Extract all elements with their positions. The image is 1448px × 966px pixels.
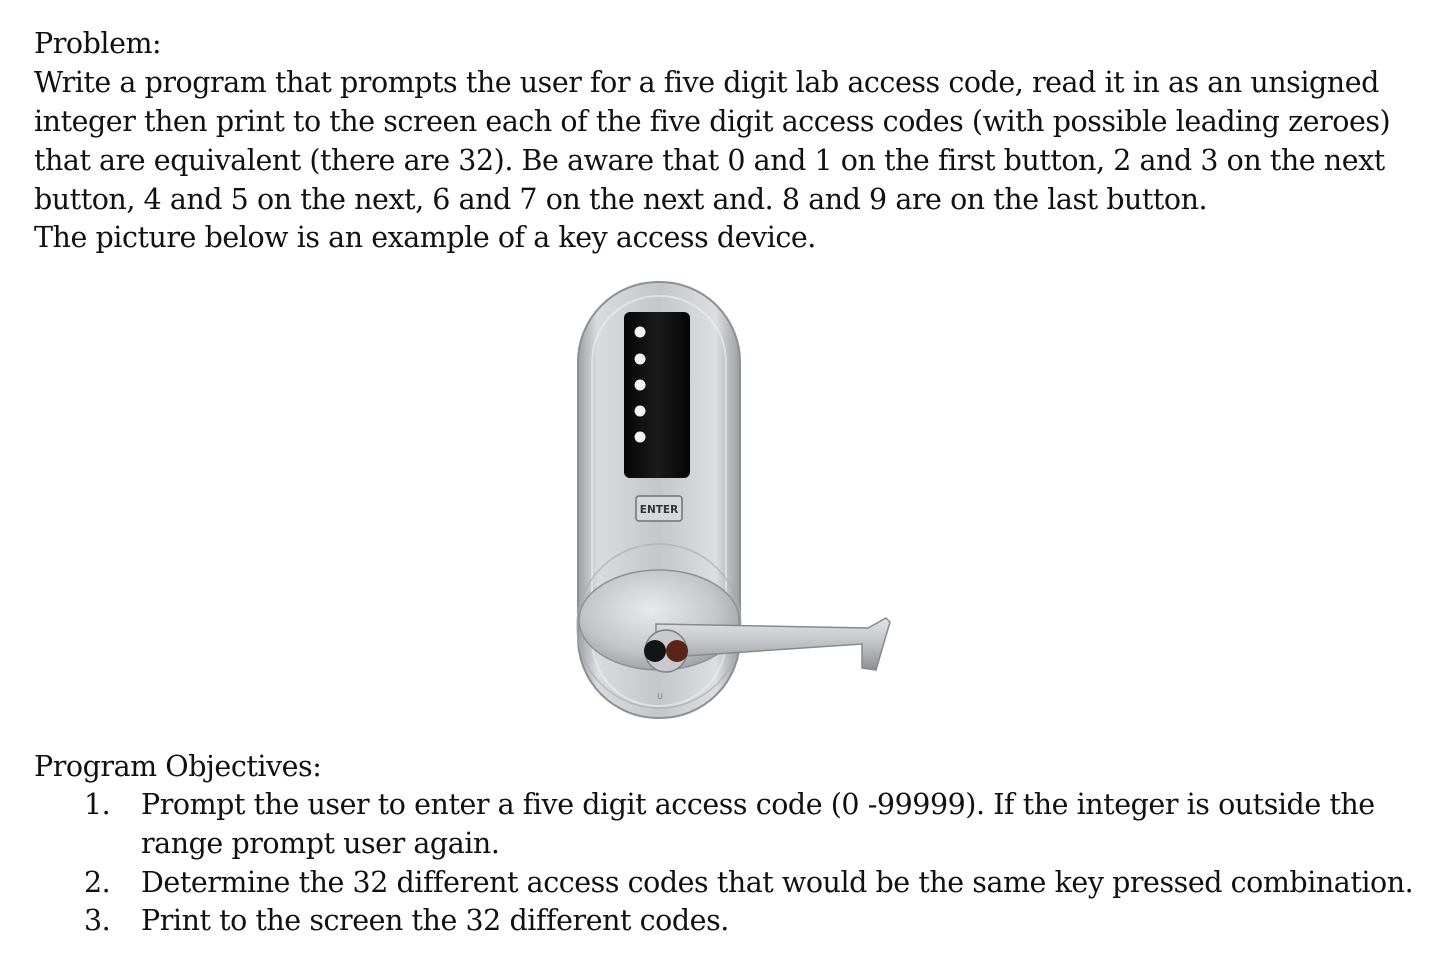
objective-item-2 bbox=[34, 864, 1434, 902]
keypad-button-3 bbox=[635, 380, 646, 391]
objective-number: 3. bbox=[84, 904, 111, 937]
problem-line-1: Write a program that prompts the user for a five digit lab access code, read it in as an unsigned bbox=[34, 66, 1379, 99]
objective-number: 1. bbox=[84, 788, 111, 821]
objective-text: Print to the screen the 32 different codes. bbox=[141, 904, 729, 937]
problem-line-2: integer then print to the screen each of the five digit access codes (with possible leading zeroes) bbox=[34, 105, 1391, 138]
objective-text: range prompt user again. bbox=[141, 827, 500, 860]
problem-line-4: button, 4 and 5 on the next, 6 and 7 on the next and. 8 and 9 are on the last button. bbox=[34, 183, 1208, 216]
keyhole-left bbox=[644, 640, 666, 662]
objectives-heading: Program Objectives: bbox=[34, 750, 322, 783]
objective-item-3 bbox=[34, 902, 1434, 940]
keypad-panel bbox=[624, 312, 690, 478]
keypad-button-4 bbox=[635, 406, 646, 417]
keypad-lock-illustration bbox=[556, 272, 916, 732]
objective-text: Prompt the user to enter a five digit access code (0 -99999). If the integer is outside the bbox=[141, 788, 1375, 821]
objective-text: Determine the 32 different access codes that would be the same key pressed combination. bbox=[141, 866, 1414, 899]
enter-label: ENTER bbox=[639, 504, 679, 516]
keyhole-right bbox=[666, 640, 688, 662]
keypad-lock-image bbox=[556, 272, 916, 732]
problem-line-5: The picture below is an example of a key access device. bbox=[34, 221, 816, 254]
keypad-button-2 bbox=[635, 354, 646, 365]
keypad-button-5 bbox=[635, 432, 646, 443]
problem-heading: Problem: bbox=[34, 27, 162, 60]
objective-item-1 bbox=[34, 786, 1434, 824]
objective-number: 2. bbox=[84, 866, 111, 899]
keypad-button-1 bbox=[635, 327, 646, 338]
svg-text:U: U bbox=[657, 692, 663, 701]
objective-item-1-continued bbox=[34, 825, 1434, 863]
problem-line-3: that are equivalent (there are 32). Be aware that 0 and 1 on the first button, 2 and 3 on the next bbox=[34, 144, 1385, 177]
